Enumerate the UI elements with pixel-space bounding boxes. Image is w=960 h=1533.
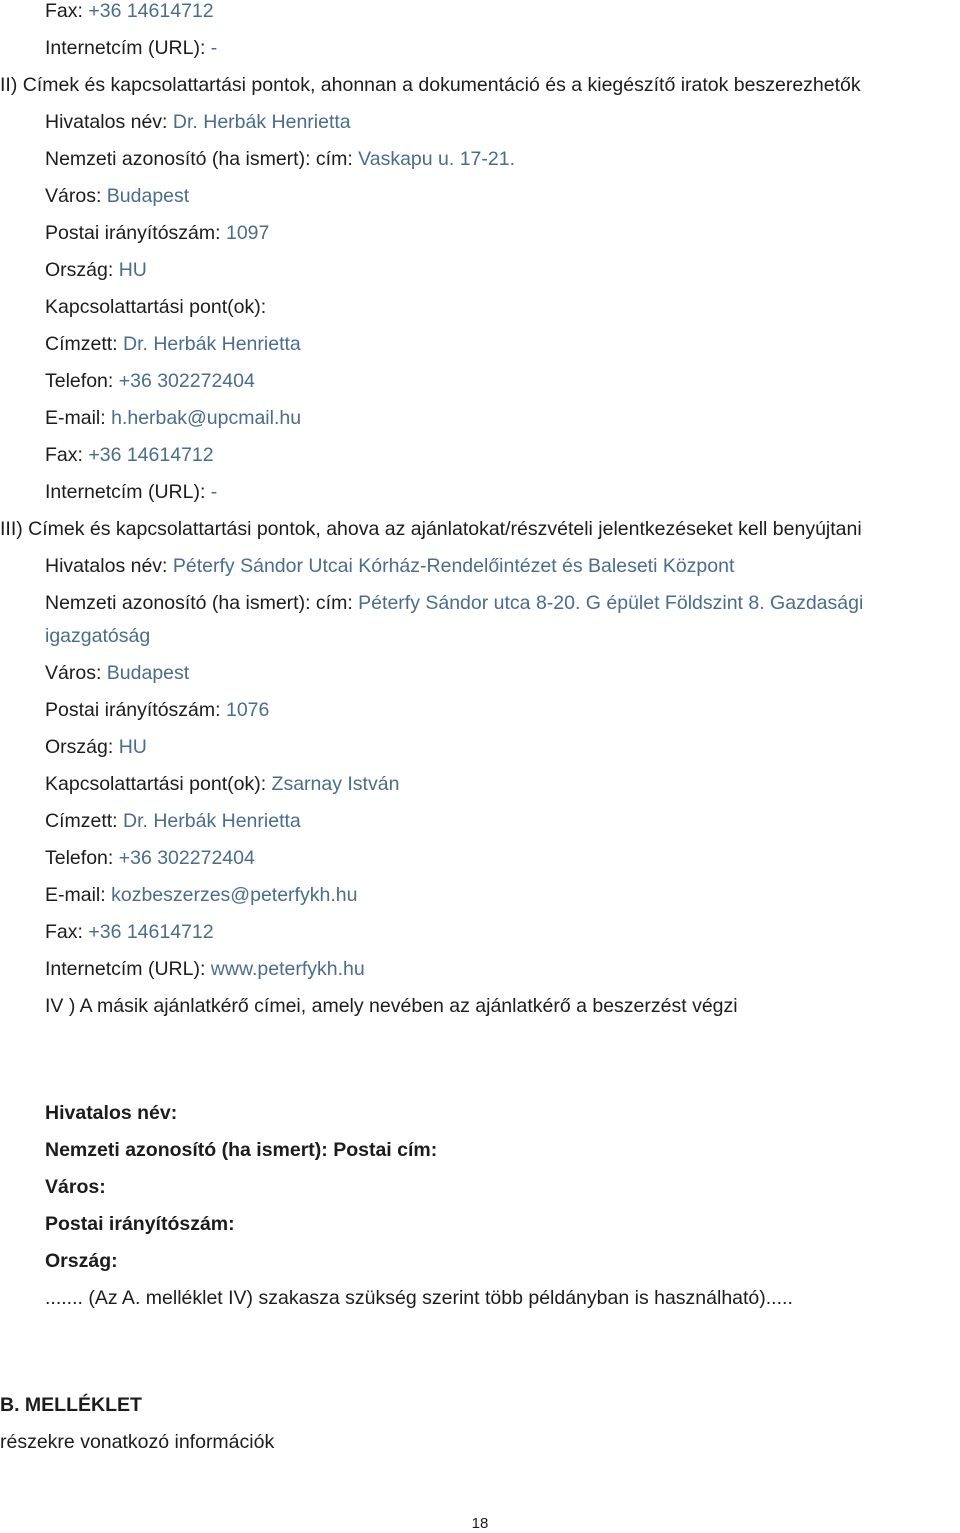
field-label: Hivatalos név: xyxy=(45,555,173,577)
field-row xyxy=(0,1280,960,1317)
field-label: Internetcím (URL): xyxy=(45,37,211,59)
field-value: h.herbak@upcmail.hu xyxy=(111,407,302,429)
field-row xyxy=(0,1132,960,1169)
field-value: +36 302272404 xyxy=(118,370,255,392)
field-label: ....... (Az A. melléklet IV) szakasza szükség szerint több példányban is használható)..... xyxy=(45,1287,793,1309)
section-heading xyxy=(0,511,960,548)
field-row xyxy=(0,1206,960,1243)
section-sec2 xyxy=(0,67,960,511)
field-value: Péterfy Sándor utca 8-20. G épület Földszint 8. Gazdasági igazgatóság xyxy=(45,592,864,647)
field-row xyxy=(0,951,960,988)
field-row xyxy=(0,400,960,437)
field-label: Hivatalos név: xyxy=(45,1102,178,1124)
field-row xyxy=(0,729,960,766)
field-value: Dr. Herbák Henrietta xyxy=(123,810,301,832)
section-heading xyxy=(0,67,960,104)
field-label: Város: xyxy=(45,185,107,207)
field-label: Nemzeti azonosító (ha ismert): cím: xyxy=(45,592,359,614)
field-row xyxy=(0,877,960,914)
field-label: E-mail: xyxy=(45,407,112,429)
field-value: Dr. Herbák Henrietta xyxy=(172,111,351,133)
field-label: Város: xyxy=(45,662,107,684)
field-label: Kapcsolattartási pont(ok): xyxy=(45,773,272,795)
field-row xyxy=(0,655,960,692)
field-label: részekre vonatkozó információk xyxy=(0,1431,275,1453)
section-heading xyxy=(0,1387,960,1424)
spacer xyxy=(0,1317,960,1387)
field-value: HU xyxy=(118,736,147,758)
field-row xyxy=(0,0,960,30)
field-value: +36 14614712 xyxy=(88,444,214,466)
section-heading xyxy=(0,1424,960,1461)
field-value: - xyxy=(210,481,218,503)
field-value: HU xyxy=(118,259,147,281)
section-sec4 xyxy=(0,1095,960,1317)
field-row xyxy=(0,141,960,178)
field-label: Kapcsolattartási pont(ok): xyxy=(45,296,267,318)
field-value: Vaskapu u. 17-21. xyxy=(358,148,516,170)
field-row xyxy=(0,692,960,729)
field-label: Telefon: xyxy=(45,370,119,392)
section-annex-b xyxy=(0,1387,960,1461)
field-row xyxy=(0,840,960,877)
field-label: Város: xyxy=(45,1176,106,1198)
field-value: Budapest xyxy=(106,662,190,684)
field-value: Zsarnay István xyxy=(271,773,400,795)
field-row xyxy=(0,1095,960,1132)
field-row xyxy=(0,326,960,363)
field-label: Ország: xyxy=(45,736,119,758)
field-row xyxy=(0,1169,960,1206)
section-sec3 xyxy=(0,511,960,1025)
field-label: Fax: xyxy=(45,921,89,943)
field-label: Hivatalos név: xyxy=(45,111,173,133)
field-value: +36 14614712 xyxy=(88,921,214,943)
field-label: Címzett: xyxy=(45,333,124,355)
field-label: Postai irányítószám: xyxy=(45,222,226,244)
field-label: Címzett: xyxy=(45,810,124,832)
field-row xyxy=(0,1243,960,1280)
field-value: Péterfy Sándor Utcai Kórház-Rendelőintézet és Baleseti Központ xyxy=(172,555,735,577)
field-label: Internetcím (URL): xyxy=(45,958,211,980)
field-row xyxy=(0,474,960,511)
field-row xyxy=(0,178,960,215)
section-sec1-tail xyxy=(0,0,960,67)
spacer xyxy=(0,1025,960,1095)
field-label: Fax: xyxy=(45,0,89,22)
field-label: B. MELLÉKLET xyxy=(0,1394,142,1416)
field-row xyxy=(0,289,960,326)
field-row xyxy=(0,548,960,585)
field-label: Fax: xyxy=(45,444,89,466)
field-value: Budapest xyxy=(106,185,190,207)
field-label: Postai irányítószám: xyxy=(45,699,226,721)
field-row xyxy=(0,30,960,67)
field-row xyxy=(0,766,960,803)
field-label: Ország: xyxy=(45,1250,118,1272)
field-label: Postai irányítószám: xyxy=(45,1213,235,1235)
field-row xyxy=(0,104,960,141)
field-value: - xyxy=(210,37,218,59)
field-value: +36 302272404 xyxy=(118,847,255,869)
field-label: III) Címek és kapcsolattartási pontok, ahova az ajánlatokat/részvételi jelentkezéseket kell benyújtani xyxy=(0,518,862,540)
field-label: Telefon: xyxy=(45,847,119,869)
field-value: Dr. Herbák Henrietta xyxy=(123,333,301,355)
field-row xyxy=(0,215,960,252)
field-label: Nemzeti azonosító (ha ismert): cím: xyxy=(45,148,359,170)
field-row xyxy=(0,252,960,289)
field-row xyxy=(0,437,960,474)
field-value: 1076 xyxy=(225,699,270,721)
field-label: Ország: xyxy=(45,259,119,281)
field-row xyxy=(0,363,960,400)
field-row xyxy=(0,914,960,951)
field-label: IV ) A másik ajánlatkérő címei, amely nevében az ajánlatkérő a beszerzést végzi xyxy=(45,995,738,1017)
field-label: II) Címek és kapcsolattartási pontok, ahonnan a dokumentáció és a kiegészítő iratok beszerezhetők xyxy=(0,74,861,96)
field-row xyxy=(0,803,960,840)
page-number: 18 xyxy=(471,1515,489,1532)
field-label: Internetcím (URL): xyxy=(45,481,211,503)
field-label: E-mail: xyxy=(45,884,112,906)
field-value: www.peterfykh.hu xyxy=(210,958,365,980)
field-value: +36 14614712 xyxy=(88,0,214,22)
field-row xyxy=(0,585,960,655)
field-row xyxy=(0,988,960,1025)
field-label: Nemzeti azonosító (ha ismert): Postai cím: xyxy=(45,1139,438,1161)
field-value: 1097 xyxy=(225,222,270,244)
field-value: kozbeszerzes@peterfykh.hu xyxy=(111,884,358,906)
